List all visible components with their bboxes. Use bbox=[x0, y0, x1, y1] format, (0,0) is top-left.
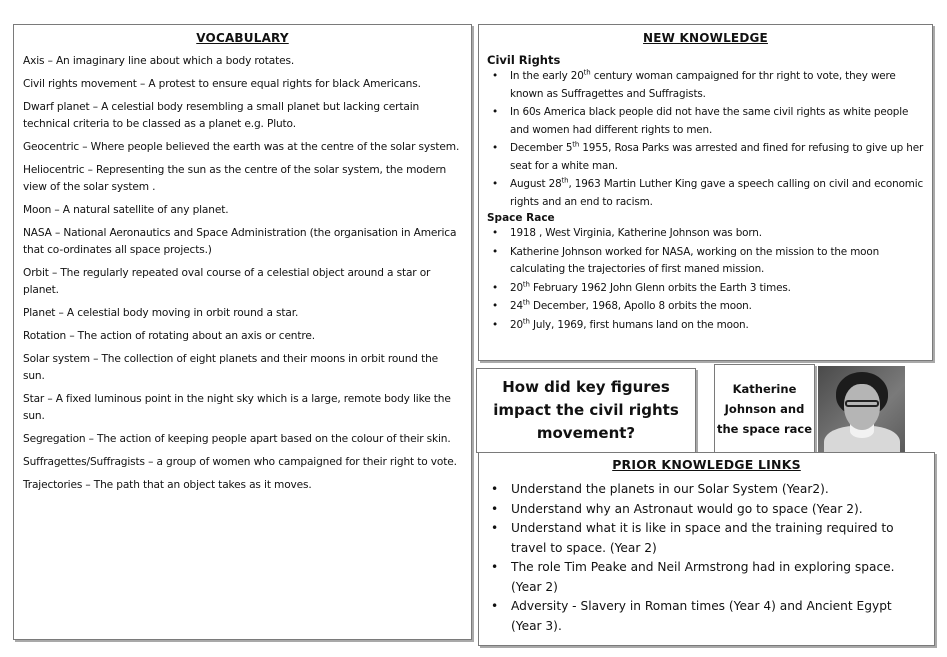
key-question: How did key figures impact the civil rights movement? bbox=[493, 378, 679, 442]
item-text: 20 bbox=[510, 318, 523, 331]
space-race-list bbox=[487, 225, 924, 334]
item-text: 1918 , West Virginia, Katherine Johnson was born. bbox=[510, 227, 762, 239]
list-item: • Understand the planets in our Solar System (Year2). bbox=[487, 480, 926, 500]
item-text: December, 1968, Apollo 8 orbits the moon. bbox=[529, 300, 752, 312]
prior-knowledge-panel bbox=[478, 452, 935, 646]
prior-knowledge-title: PRIOR KNOWLEDGE LINKS bbox=[612, 457, 801, 472]
prior-knowledge-list bbox=[487, 480, 926, 636]
list-item bbox=[487, 225, 924, 243]
item-text: Katherine Johnson worked for NASA, working on the mission to the moon calculating the trajectories of first maned mission. bbox=[510, 245, 880, 275]
vocabulary-title: VOCABULARY bbox=[196, 31, 289, 45]
vocabulary-item: Civil rights movement – A protest to ensure equal rights for black Americans. bbox=[23, 78, 421, 90]
item-text: 20 bbox=[510, 281, 523, 294]
list-item bbox=[487, 280, 924, 298]
ordinal-suffix: th bbox=[561, 176, 569, 185]
portrait-photo bbox=[818, 366, 905, 453]
new-knowledge-panel bbox=[478, 24, 933, 361]
topic-focus-box bbox=[714, 364, 815, 453]
list-item: • Understand what it is like in space and the training required to travel to space. (Year 2) bbox=[487, 519, 926, 558]
item-text: In 60s America black people did not have the same civil rights as white people and women had different rights to men. bbox=[510, 106, 909, 136]
vocabulary-item: Suffragettes/Suffragists – a group of women who campaigned for their right to vote. bbox=[23, 456, 457, 468]
civil-rights-list bbox=[487, 68, 924, 211]
list-item bbox=[487, 68, 924, 103]
list-item bbox=[487, 244, 924, 279]
list-item bbox=[487, 298, 924, 316]
vocabulary-item: Trajectories – The path that an object takes as it moves. bbox=[23, 479, 312, 491]
vocabulary-item: Moon – A natural satellite of any planet. bbox=[23, 204, 229, 216]
vocabulary-item: Heliocentric – Representing the sun as the centre of the solar system, the modern view of the solar system . bbox=[23, 164, 447, 193]
list-item: • Understand why an Astronaut would go to space (Year 2). bbox=[487, 500, 926, 520]
item-text: In the early 20 bbox=[510, 70, 584, 82]
list-item bbox=[487, 176, 924, 211]
list-item bbox=[487, 140, 924, 175]
topic-focus-label: Katherine Johnson and the space race bbox=[717, 381, 812, 436]
civil-rights-heading: Civil Rights bbox=[487, 53, 561, 67]
key-question-box bbox=[476, 368, 696, 453]
list-item bbox=[487, 104, 924, 139]
vocabulary-item: Orbit – The regularly repeated oval course of a celestial object around a star or planet. bbox=[23, 267, 431, 296]
photo-face-shape bbox=[844, 384, 880, 430]
vocabulary-item: Axis – An imaginary line about which a body rotates. bbox=[23, 55, 295, 67]
vocabulary-item: Dwarf planet – A celestial body resembling a small planet but lacking certain technical criteria to be classed as a planet e.g. Pluto. bbox=[23, 101, 420, 130]
list-item bbox=[487, 317, 924, 335]
item-text: February 1962 John Glenn orbits the Earth 3 times. bbox=[529, 281, 791, 294]
vocabulary-list bbox=[23, 53, 462, 494]
photo-glasses-shape bbox=[845, 400, 879, 407]
vocabulary-item: Segregation – The action of keeping people apart based on the colour of their skin. bbox=[23, 433, 451, 445]
ordinal-suffix: th bbox=[583, 68, 591, 77]
vocabulary-item: Geocentric – Where people believed the earth was at the centre of the solar system. bbox=[23, 141, 460, 153]
item-text: 24 bbox=[510, 300, 523, 312]
space-race-heading: Space Race bbox=[487, 212, 555, 224]
new-knowledge-title: NEW KNOWLEDGE bbox=[643, 31, 768, 45]
vocabulary-item: Star – A fixed luminous point in the night sky which is a large, remote body like the sun. bbox=[23, 393, 451, 422]
ordinal-suffix: th bbox=[522, 280, 530, 289]
item-text: century woman campaigned for thr right to vote, they were known as Suffragettes and Suffragists. bbox=[510, 70, 896, 100]
list-item: • Adversity - Slavery in Roman times (Year 4) and Ancient Egypt (Year 3). bbox=[487, 597, 926, 636]
vocabulary-item: Rotation – The action of rotating about an axis or centre. bbox=[23, 330, 315, 342]
ordinal-suffix: th bbox=[572, 140, 580, 149]
ordinal-suffix: th bbox=[522, 317, 530, 326]
vocabulary-item: NASA – National Aeronautics and Space Administration (the organisation in America that co-ordinates all space projects.) bbox=[23, 227, 457, 256]
item-text: , 1963 Martin Luther King gave a speech calling on civil and economic rights and an end to racism. bbox=[510, 178, 924, 208]
vocabulary-item: Planet – A celestial body moving in orbit round a star. bbox=[23, 307, 299, 319]
list-item: • The role Tim Peake and Neil Armstrong had in exploring space. (Year 2) bbox=[487, 558, 926, 597]
vocabulary-item: Solar system – The collection of eight planets and their moons in orbit round the sun. bbox=[23, 353, 439, 382]
ordinal-suffix: th bbox=[522, 298, 530, 307]
item-text: December 5 bbox=[510, 142, 573, 154]
item-text: July, 1969, first humans land on the moon. bbox=[529, 318, 749, 331]
vocabulary-panel bbox=[13, 24, 472, 640]
item-text: August 28 bbox=[510, 178, 562, 190]
item-text: 1955, Rosa Parks was arrested and fined for refusing to give up her seat for a white man. bbox=[510, 142, 924, 172]
